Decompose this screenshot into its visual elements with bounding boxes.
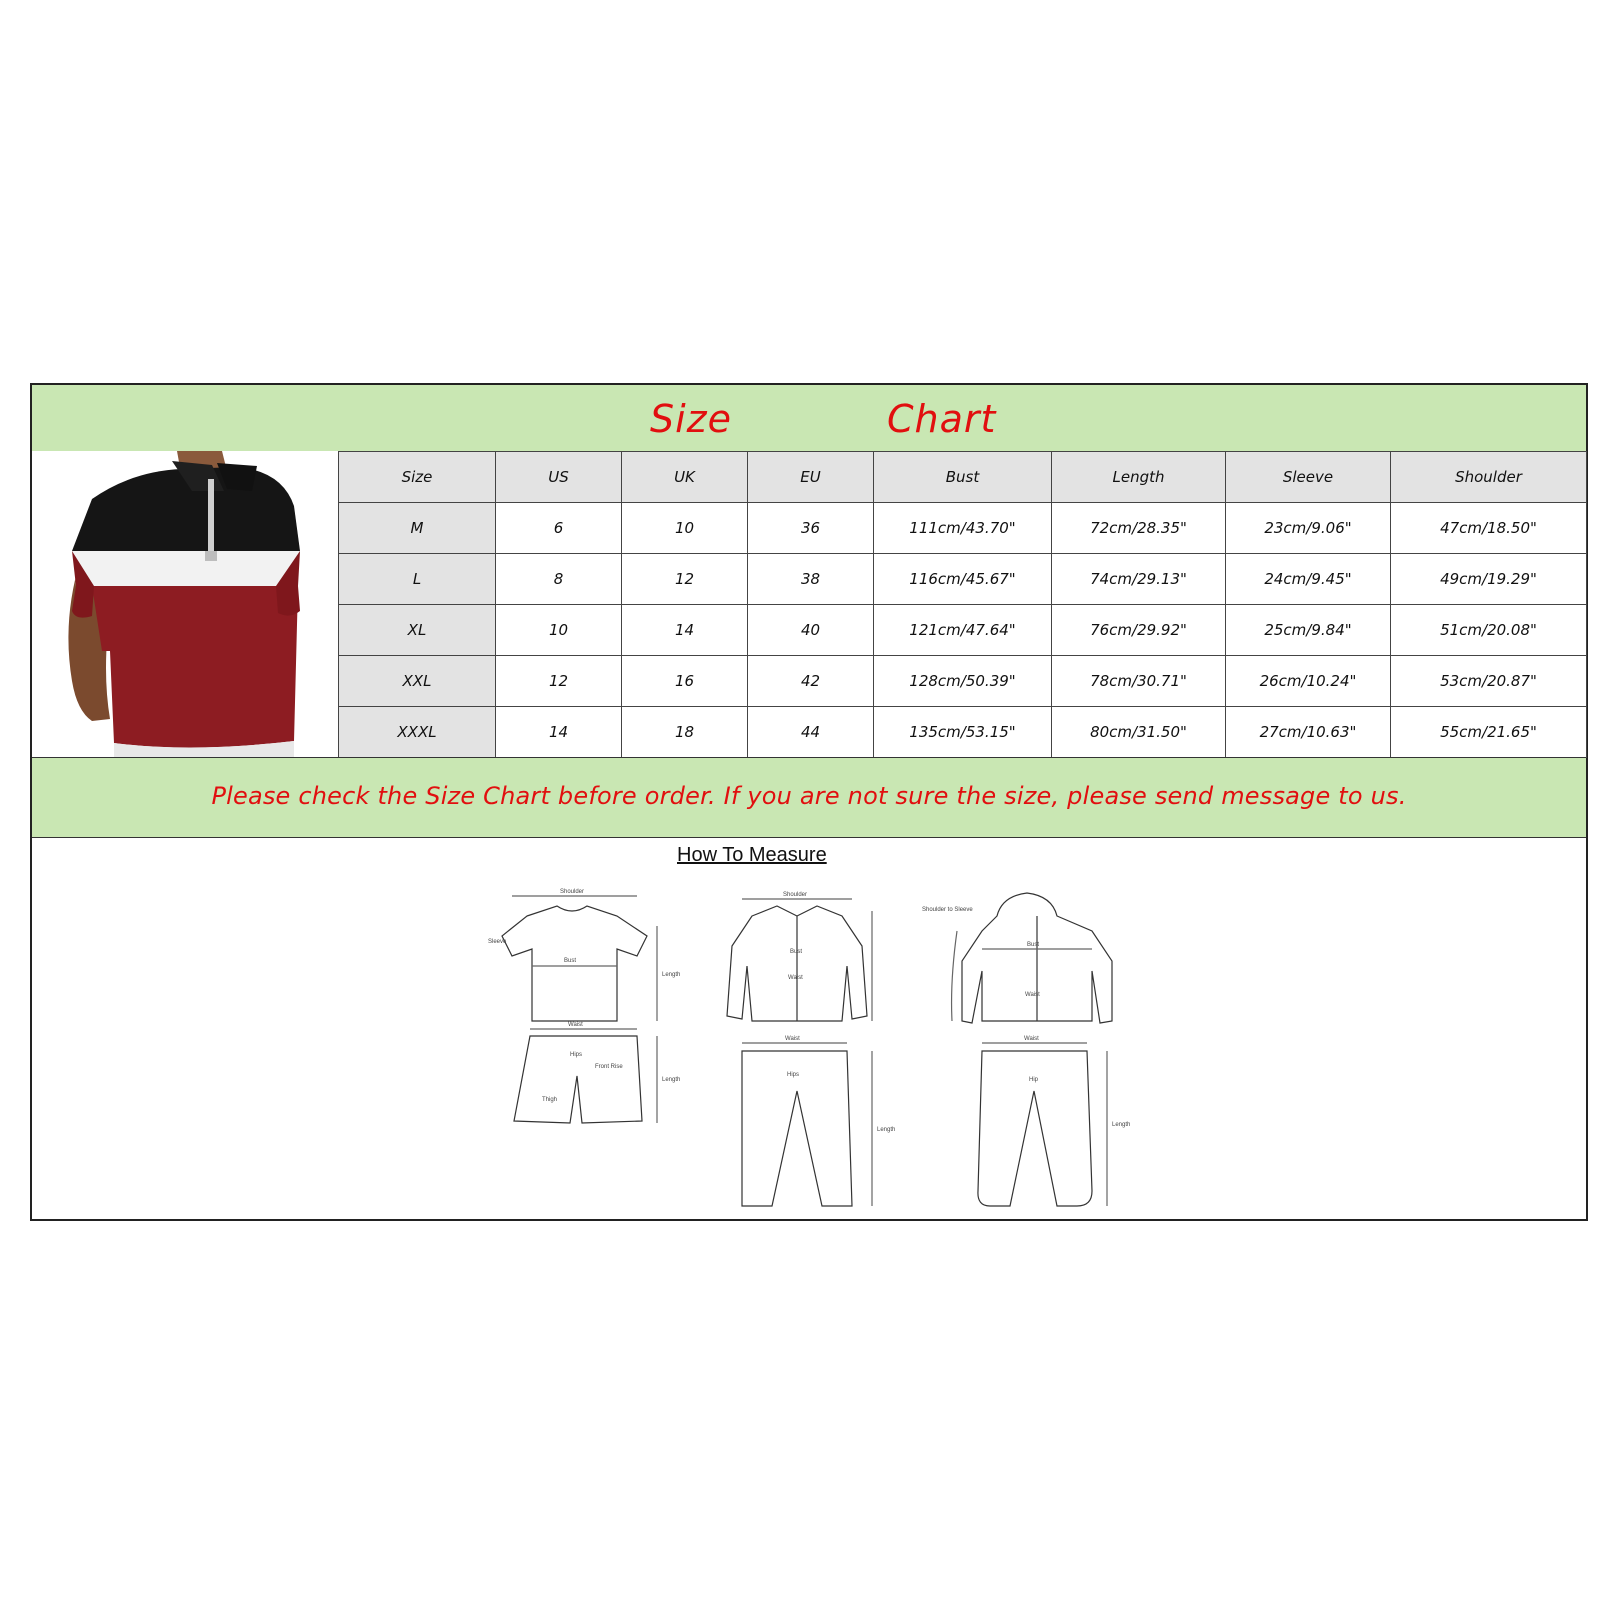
label-bust-hoodie: Bust: [1027, 942, 1040, 948]
garment-measure-diagrams: [452, 871, 1172, 1221]
shorts-diagram: [514, 1022, 680, 1123]
bust-cell: 116cm/45.67": [874, 554, 1052, 605]
pants-diagram: [742, 1036, 895, 1206]
label-thigh: Thigh: [542, 1097, 558, 1103]
us-cell: 8: [496, 554, 622, 605]
size-cell: XXXL: [339, 707, 496, 758]
size-cell: L: [339, 554, 496, 605]
length-cell: 74cm/29.13": [1052, 554, 1226, 605]
title-size: Size: [650, 397, 733, 441]
size-cell: XXL: [339, 656, 496, 707]
label-hip-joggers: Hip: [1029, 1077, 1039, 1083]
us-cell: 6: [496, 503, 622, 554]
size-chart-frame: [30, 383, 1588, 1221]
shoulder-cell: 47cm/18.50": [1391, 503, 1587, 554]
label-waist-hoodie: Waist: [1025, 992, 1040, 998]
shoulder-cell: 55cm/21.65": [1391, 707, 1587, 758]
label-length-joggers: Length: [1112, 1122, 1131, 1128]
label-waist-joggers: Waist: [1024, 1036, 1039, 1042]
joggers-diagram: [978, 1036, 1130, 1206]
header-uk: UK: [622, 452, 748, 503]
size-table-wrap: [338, 451, 1586, 757]
uk-cell: 14: [622, 605, 748, 656]
title-band: [32, 385, 1586, 452]
product-photo: [32, 451, 338, 757]
uk-cell: 16: [622, 656, 748, 707]
header-length: Length: [1052, 452, 1226, 503]
us-cell: 12: [496, 656, 622, 707]
size-cell: M: [339, 503, 496, 554]
label-length-shorts: Length: [662, 1077, 681, 1083]
label-waist-shirt: Waist: [788, 975, 803, 981]
polo-shirt-model-image: [32, 451, 338, 757]
order-notice: Please check the Size Chart before order. If you are not sure the size, please send message to us.: [211, 782, 1407, 810]
label-shoulder-to-sleeve: Shoulder to Sleeve: [922, 907, 973, 913]
label-front-rise: Front Rise: [595, 1064, 623, 1070]
header-eu: EU: [748, 452, 874, 503]
label-waist: Waist: [568, 1022, 583, 1028]
eu-cell: 42: [748, 656, 874, 707]
uk-cell: 12: [622, 554, 748, 605]
table-row: [339, 554, 1587, 605]
label-hips: Hips: [570, 1052, 583, 1058]
label-bust-shirt: Bust: [790, 949, 803, 955]
length-cell: 80cm/31.50": [1052, 707, 1226, 758]
header-sleeve: Sleeve: [1226, 452, 1391, 503]
label-length-pants: Length: [877, 1127, 896, 1133]
sleeve-cell: 23cm/9.06": [1226, 503, 1391, 554]
uk-cell: 10: [622, 503, 748, 554]
eu-cell: 38: [748, 554, 874, 605]
title-chart: Chart: [887, 397, 997, 441]
shoulder-cell: 51cm/20.08": [1391, 605, 1587, 656]
eu-cell: 44: [748, 707, 874, 758]
notice-band: [32, 757, 1586, 838]
sleeve-cell: 26cm/10.24": [1226, 656, 1391, 707]
how-to-measure-title: How To Measure: [677, 844, 827, 866]
sleeve-cell: 27cm/10.63": [1226, 707, 1391, 758]
eu-cell: 40: [748, 605, 874, 656]
size-table: [338, 451, 1587, 758]
sleeve-cell: 25cm/9.84": [1226, 605, 1391, 656]
us-cell: 10: [496, 605, 622, 656]
label-shoulder: Shoulder: [560, 889, 585, 895]
size-cell: XL: [339, 605, 496, 656]
length-cell: 72cm/28.35": [1052, 503, 1226, 554]
table-header-row: [339, 452, 1587, 503]
uk-cell: 18: [622, 707, 748, 758]
shirt-diagram: [727, 892, 872, 1021]
hoodie-diagram: [922, 893, 1112, 1023]
label-hips-pants: Hips: [787, 1072, 800, 1078]
length-cell: 78cm/30.71": [1052, 656, 1226, 707]
tshirt-diagram: [488, 889, 680, 1021]
table-row: [339, 503, 1587, 554]
shoulder-cell: 53cm/20.87": [1391, 656, 1587, 707]
length-cell: 76cm/29.92": [1052, 605, 1226, 656]
bust-cell: 121cm/47.64": [874, 605, 1052, 656]
label-waist-pants: Waist: [785, 1036, 800, 1042]
table-row: [339, 605, 1587, 656]
label-sleeve: Sleeve: [488, 939, 507, 945]
table-row: [339, 656, 1587, 707]
table-row: [339, 707, 1587, 758]
header-shoulder: Shoulder: [1391, 452, 1587, 503]
header-size: Size: [339, 452, 496, 503]
sleeve-cell: 24cm/9.45": [1226, 554, 1391, 605]
label-bust: Bust: [564, 958, 577, 964]
bust-cell: 111cm/43.70": [874, 503, 1052, 554]
header-us: US: [496, 452, 622, 503]
label-shoulder-shirt: Shoulder: [783, 892, 808, 898]
bust-cell: 135cm/53.15": [874, 707, 1052, 758]
how-to-measure-diagrams: [452, 871, 1172, 1221]
us-cell: 14: [496, 707, 622, 758]
label-length: Length: [662, 972, 681, 978]
header-bust: Bust: [874, 452, 1052, 503]
eu-cell: 36: [748, 503, 874, 554]
shoulder-cell: 49cm/19.29": [1391, 554, 1587, 605]
bust-cell: 128cm/50.39": [874, 656, 1052, 707]
